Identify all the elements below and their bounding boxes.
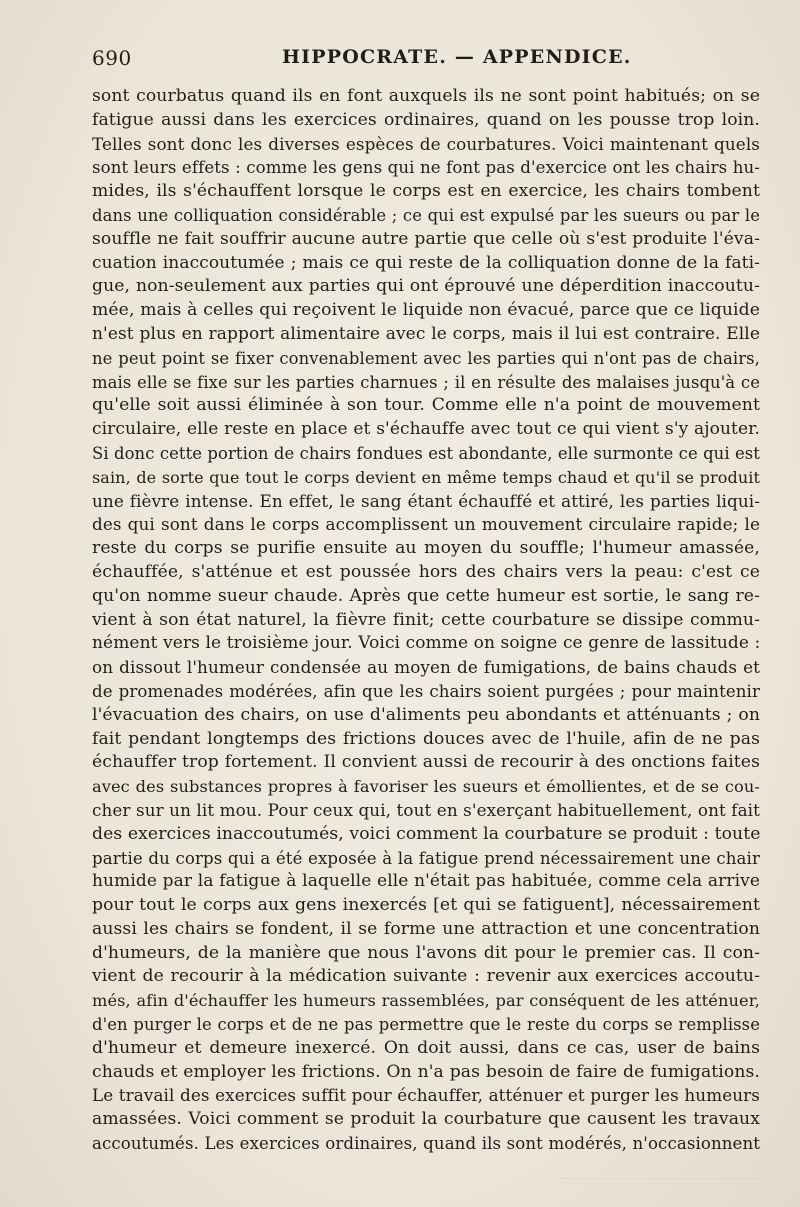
text-line: d'humeur et demeure inexercé. On doit aussi, dans ce cas, user de bains bbox=[92, 1037, 760, 1058]
text-line: fait pendant longtemps des frictions douces avec de l'huile, afin de ne pas bbox=[92, 728, 760, 749]
text-line: gue, non-seulement aux parties qui ont éprouvé une déperdition inaccoutu- bbox=[92, 276, 760, 297]
text-line: humide par la fatigue à laquelle elle n'était pas habituée, comme cela arrive bbox=[92, 871, 760, 892]
text-line: n'est plus en rapport alimentaire avec le corps, mais il lui est contraire. Elle bbox=[92, 323, 760, 344]
text-line: sont leurs effets : comme les gens qui ne font pas d'exercice ont les chairs hu- bbox=[92, 158, 760, 178]
text-line: sain, de sorte que tout le corps devient en même temps chaud et qu'il se produit bbox=[92, 467, 760, 487]
body-text bbox=[92, 85, 760, 1156]
text-line: on dissout l'humeur condensée au moyen de fumigations, de bains chauds et bbox=[92, 657, 760, 678]
text-line: nément vers le troisième jour. Voici comme on soigne ce genre de lassitude : bbox=[92, 633, 761, 654]
text-line: més, afin d'échauffer les humeurs rassemblées, par conséquent de les atténuer, bbox=[92, 991, 760, 1011]
text-line: des exercices inaccoutumés, voici comment la courbature se produit : toute bbox=[92, 823, 761, 844]
text-line: vient de recourir à la médication suivante : revenir aux exercices accoutu- bbox=[92, 966, 760, 987]
text-line: partie du corps qui a été exposée à la fatigue prend nécessairement une chair bbox=[92, 848, 760, 868]
text-line: cuation inaccoutumée ; mais ce qui reste de la colliquation donne de la fati- bbox=[92, 252, 760, 273]
text-line: des qui sont dans le corps accomplissent un mouvement circulaire rapide; le bbox=[92, 514, 760, 535]
text-line: mée, mais à celles qui reçoivent le liquide non évacué, parce que ce liquide bbox=[92, 300, 760, 321]
text-line: ne peut point se fixer convenablement avec les parties qui n'ont pas de chairs, bbox=[92, 348, 760, 368]
text-line: dans une colliquation considérable ; ce qui est expulsé par les sueurs ou par le bbox=[92, 205, 760, 225]
text-line: l'évacuation des chairs, on use d'aliments peu abondants et atténuants ; on bbox=[92, 704, 760, 725]
text-line: vient à son état naturel, la fièvre finit; cette courbature se dissipe commu- bbox=[92, 609, 760, 630]
text-line: amassées. Voici comment se produit la courbature que causent les travaux bbox=[92, 1109, 760, 1130]
text-line: Telles sont donc les diverses espèces de courbatures. Voici maintenant quels bbox=[92, 133, 760, 154]
text-line: mides, ils s'échauffent lorsque le corps est en exercice, les chairs tombent bbox=[92, 181, 760, 202]
running-head: HIPPOCRATE. — APPENDICE. bbox=[282, 46, 632, 68]
text-line: sont courbatus quand ils en font auxquels ils ne sont point habitués; on se bbox=[92, 86, 760, 106]
bleed-through-mark bbox=[560, 1178, 760, 1189]
text-line: cher sur un lit mou. Pour ceux qui, tout en s'exerçant habituellement, ont fait bbox=[92, 799, 760, 820]
text-line: qu'elle soit aussi éliminée à son tour. Comme elle n'a point de mouvement bbox=[92, 395, 760, 416]
text-line: circulaire, elle reste en place et s'échauffe avec tout ce qui vient s'y ajouter. bbox=[92, 419, 760, 440]
text-line: mais elle se fixe sur les parties charnues ; il en résulte des malaises jusqu'à ce bbox=[92, 372, 760, 392]
text-line: qu'on nomme sueur chaude. Après que cette humeur est sortie, le sang re- bbox=[92, 585, 760, 606]
text-line: accoutumés. Les exercices ordinaires, quand ils sont modérés, n'occasionnent bbox=[92, 1134, 760, 1154]
text-line: de promenades modérées, afin que les chairs soient purgées ; pour maintenir bbox=[92, 681, 760, 701]
text-line: Le travail des exercices suffit pour échauffer, atténuer et purger les humeurs bbox=[92, 1085, 760, 1106]
text-line: une fièvre intense. En effet, le sang étant échauffé et attiré, les parties liqui- bbox=[92, 490, 760, 511]
text-line: fatigue aussi dans les exercices ordinaires, quand on les pousse trop loin. bbox=[92, 109, 760, 130]
text-line: chauds et employer les frictions. On n'a pas besoin de faire de fumigations. bbox=[92, 1061, 760, 1082]
text-line: souffle ne fait souffrir aucune autre partie que celle où s'est produite l'éva- bbox=[92, 228, 760, 249]
text-line: d'humeurs, de la manière que nous l'avons dit pour le premier cas. Il con- bbox=[92, 942, 760, 963]
text-line: pour tout le corps aux gens inexercés [et qui se fatiguent], nécessairement bbox=[92, 895, 760, 916]
page-number: 690 bbox=[92, 46, 132, 70]
text-line: reste du corps se purifie ensuite au moyen du souffle; l'humeur amassée, bbox=[92, 538, 760, 559]
text-line: d'en purger le corps et de ne pas permettre que le reste du corps se remplisse bbox=[92, 1015, 760, 1035]
text-line: échauffée, s'atténue et est poussée hors des chairs vers la peau: c'est ce bbox=[92, 561, 760, 582]
text-line: aussi les chairs se fondent, il se forme une attraction et une concentration bbox=[92, 918, 760, 939]
page-header bbox=[92, 46, 760, 74]
text-line: Si donc cette portion de chairs fondues est abondante, elle surmonte ce qui est bbox=[92, 443, 760, 463]
text-line: avec des substances propres à favoriser les sueurs et émollientes, et de se cou- bbox=[92, 777, 760, 797]
text-line: échauffer trop fortement. Il convient aussi de recourir à des onctions faites bbox=[92, 752, 760, 773]
